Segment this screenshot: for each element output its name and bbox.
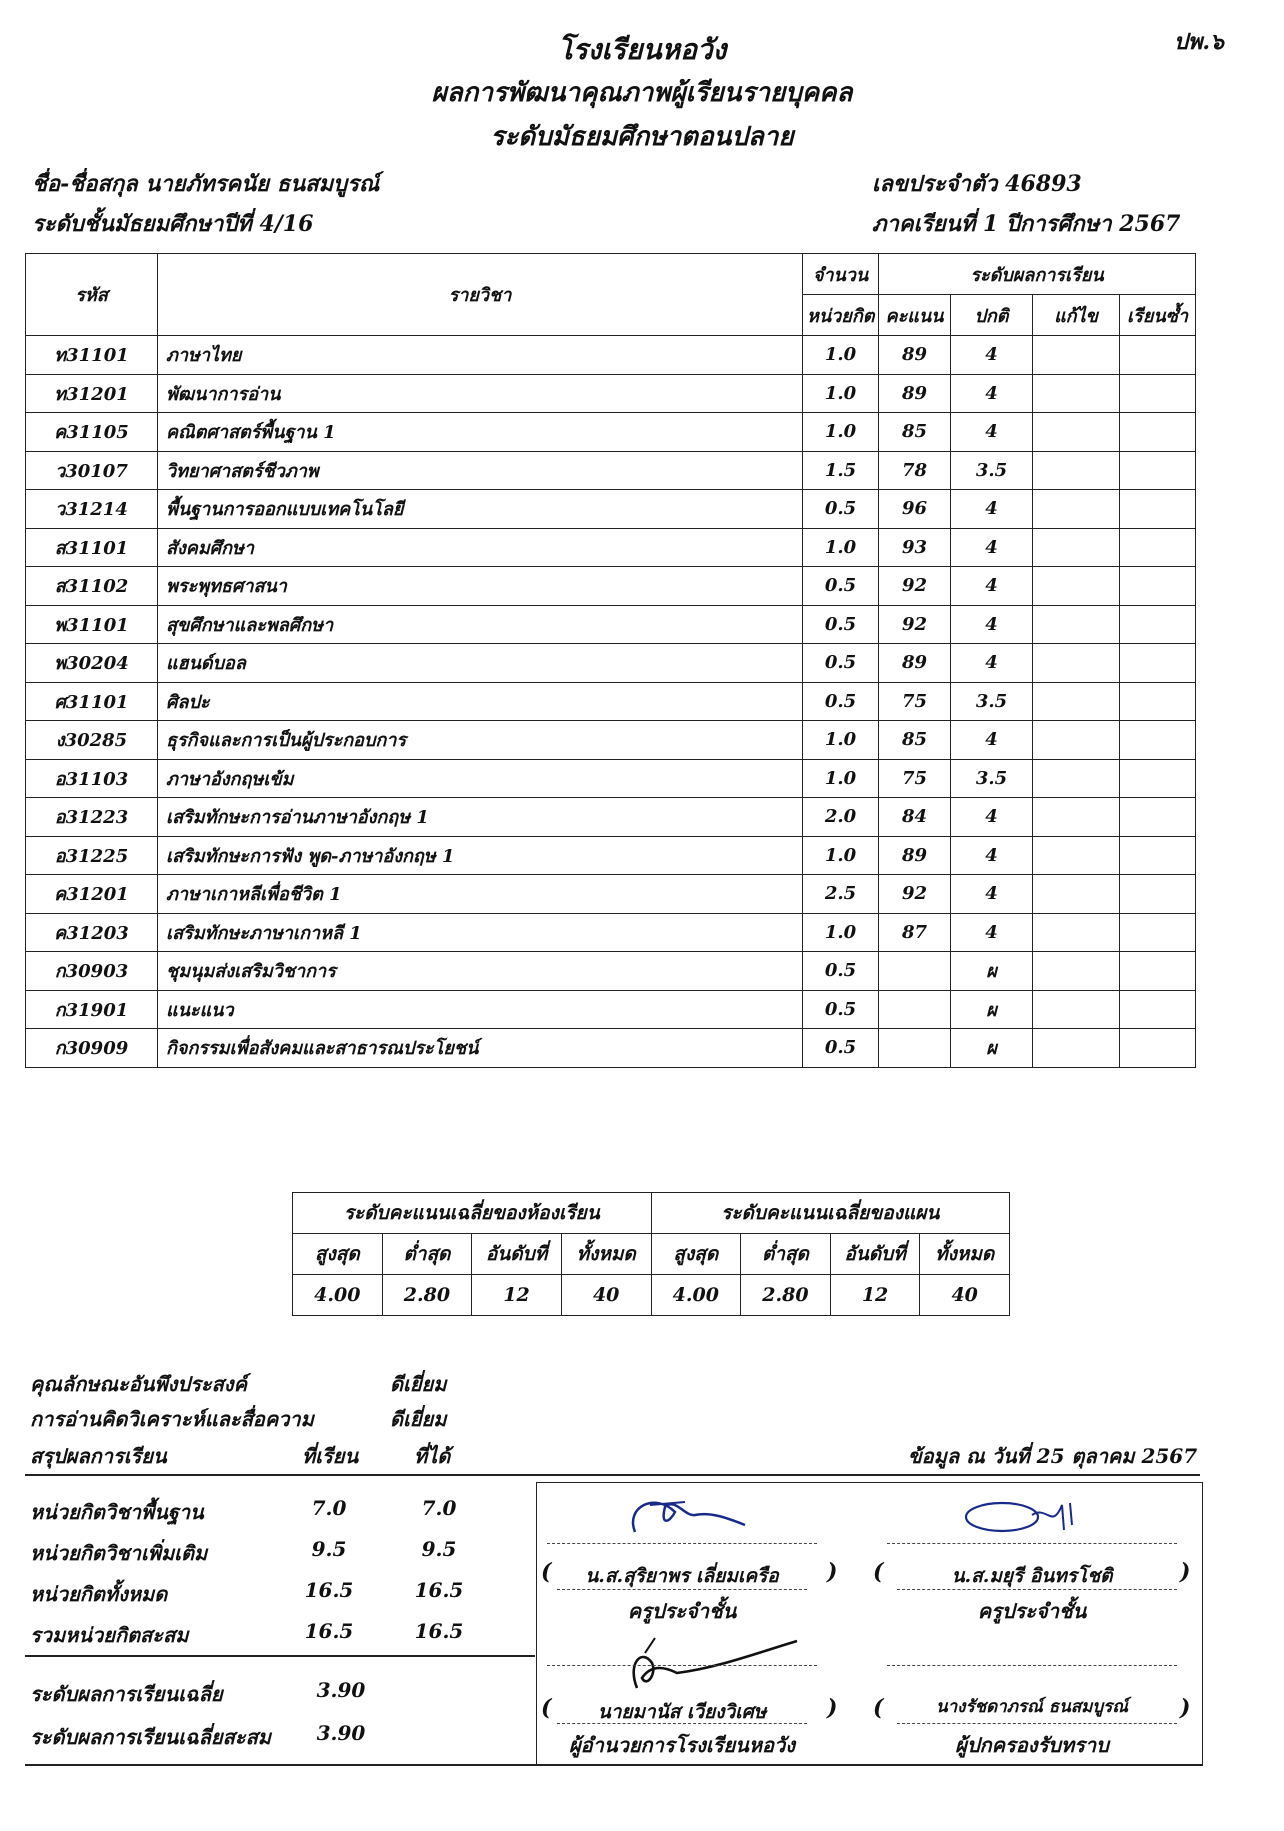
- subject-code: ว31214: [26, 490, 158, 529]
- plan-rank: 12: [830, 1275, 920, 1316]
- table-row: [26, 374, 1196, 413]
- grade-fix: [1033, 451, 1120, 490]
- grade-repeat: [1120, 605, 1196, 644]
- subject-name: กิจกรรมเพื่อสังคมและสาธารณประโยชน์: [158, 1029, 803, 1068]
- subject-name: สุขศึกษาและพลศึกษา: [158, 605, 803, 644]
- grade-normal: ผ: [951, 952, 1033, 991]
- subject-code: พ31101: [26, 605, 158, 644]
- grade-normal: 4: [951, 605, 1033, 644]
- header-normal: ปกติ: [951, 295, 1033, 336]
- score: 75: [879, 759, 951, 798]
- score: [879, 990, 951, 1029]
- score: 84: [879, 798, 951, 837]
- avg-col-total: ทั้งหมด: [920, 1234, 1010, 1275]
- table-row: [26, 336, 1196, 375]
- grade-normal: ผ: [951, 990, 1033, 1029]
- grade-fix: [1033, 644, 1120, 683]
- summary-divider: [25, 1474, 1200, 1476]
- grade-normal: 4: [951, 644, 1033, 683]
- grade-normal: 4: [951, 875, 1033, 914]
- score: 96: [879, 490, 951, 529]
- paren-open: (: [873, 1695, 884, 1721]
- table-row: [26, 759, 1196, 798]
- average-table: [292, 1192, 1010, 1316]
- grade-fix: [1033, 990, 1120, 1029]
- header-subject: รายวิชา: [158, 254, 803, 336]
- credits: 1.0: [803, 836, 879, 875]
- subject-name: วิทยาศาสตร์ชีวภาพ: [158, 451, 803, 490]
- summary-row-studied: 16.5: [304, 1619, 354, 1643]
- credits: 2.5: [803, 875, 879, 914]
- avg-col-min: ต่ำสุด: [382, 1234, 472, 1275]
- score: 89: [879, 336, 951, 375]
- score: 89: [879, 374, 951, 413]
- score: 92: [879, 605, 951, 644]
- subject-name: เสริมทักษะการฟัง พูด-ภาษาอังกฤษ 1: [158, 836, 803, 875]
- grade-fix: [1033, 913, 1120, 952]
- grade-fix: [1033, 1029, 1120, 1068]
- table-row: [26, 875, 1196, 914]
- subject-name: พระพุทธศาสนา: [158, 567, 803, 606]
- signature-line: [897, 1723, 1177, 1724]
- room-min: 2.80: [382, 1275, 472, 1316]
- grade-repeat: [1120, 490, 1196, 529]
- room-total: 40: [561, 1275, 651, 1316]
- score: 75: [879, 682, 951, 721]
- paren-open: (: [541, 1559, 552, 1585]
- table-row: [26, 682, 1196, 721]
- grade-repeat: [1120, 567, 1196, 606]
- summary-row-studied: 16.5: [304, 1578, 354, 1602]
- teacher1-role: ครูประจำชั้น: [627, 1599, 737, 1623]
- grade-repeat: [1120, 682, 1196, 721]
- director-signature: [607, 1633, 807, 1703]
- score: 93: [879, 528, 951, 567]
- grade-fix: [1033, 952, 1120, 991]
- subject-code: ส31102: [26, 567, 158, 606]
- table-row: [26, 721, 1196, 760]
- grade-repeat: [1120, 759, 1196, 798]
- gpa-label: ระดับผลการเรียนเฉลี่ย: [30, 1682, 223, 1706]
- semester-info: ภาคเรียนที่ 1 ปีการศึกษา 2567: [872, 211, 1181, 237]
- signature-line: [887, 1543, 1177, 1544]
- subject-name: ภาษาไทย: [158, 336, 803, 375]
- student-class: ระดับชั้นมัธยมศึกษาปีที่ 4/16: [32, 211, 314, 237]
- subject-name: เสริมทักษะภาษาเกาหลี 1: [158, 913, 803, 952]
- signature-box: [536, 1482, 1203, 1766]
- table-row: [26, 913, 1196, 952]
- subject-name: แนะแนว: [158, 990, 803, 1029]
- credits: 2.0: [803, 798, 879, 837]
- summary-row-label: หน่วยกิตวิชาพื้นฐาน: [30, 1500, 204, 1524]
- table-row: [26, 528, 1196, 567]
- teacher2-role: ครูประจำชั้น: [977, 1599, 1087, 1623]
- subject-name: ชุมนุมส่งเสริมวิชาการ: [158, 952, 803, 991]
- grade-fix: [1033, 528, 1120, 567]
- grade-normal: 4: [951, 913, 1033, 952]
- grade-repeat: [1120, 336, 1196, 375]
- desirable-value: ดีเยี่ยม: [390, 1372, 447, 1396]
- table-row: [26, 798, 1196, 837]
- avg-col-max: สูงสุด: [651, 1234, 741, 1275]
- table-row: [26, 451, 1196, 490]
- credits: 1.0: [803, 913, 879, 952]
- summary-row-earned: 7.0: [421, 1496, 457, 1520]
- subject-code: ค31105: [26, 413, 158, 452]
- teacher1-name: น.ส.สุริยาพร เลี่ยมเครือ: [585, 1565, 779, 1587]
- credits: 0.5: [803, 1029, 879, 1068]
- subject-code: อ31223: [26, 798, 158, 837]
- grade-repeat: [1120, 990, 1196, 1029]
- grade-fix: [1033, 682, 1120, 721]
- avg-col-rank: อันดับที่: [830, 1234, 920, 1275]
- header-result-group: ระดับผลการเรียน: [879, 254, 1196, 295]
- header-credits-bottom: หน่วยกิต: [803, 295, 879, 336]
- teacher1-signature: [615, 1487, 755, 1547]
- data-date: ข้อมูล ณ วันที่ 25 ตุลาคม 2567: [908, 1444, 1198, 1468]
- subject-code: ค31203: [26, 913, 158, 952]
- cumulative-gpa-label: ระดับผลการเรียนเฉลี่ยสะสม: [30, 1725, 271, 1749]
- grade-fix: [1033, 413, 1120, 452]
- desirable-label: คุณลักษณะอันพึงประสงค์: [30, 1372, 247, 1396]
- score: [879, 1029, 951, 1068]
- grade-fix: [1033, 490, 1120, 529]
- score: 92: [879, 875, 951, 914]
- summary-row-label: หน่วยกิตวิชาเพิ่มเติม: [30, 1541, 208, 1565]
- subject-code: ส31101: [26, 528, 158, 567]
- subject-code: ค31201: [26, 875, 158, 914]
- plan-total: 40: [920, 1275, 1010, 1316]
- subject-name: แฮนด์บอล: [158, 644, 803, 683]
- summary-row-earned: 16.5: [414, 1619, 464, 1643]
- score: 85: [879, 721, 951, 760]
- earned-header: ที่ได้: [414, 1444, 451, 1468]
- summary-row-studied: 7.0: [311, 1496, 347, 1520]
- table-row: [26, 644, 1196, 683]
- grade-fix: [1033, 875, 1120, 914]
- subject-name: พัฒนาการอ่าน: [158, 374, 803, 413]
- summary-row-earned: 9.5: [421, 1537, 457, 1561]
- subject-name: เสริมทักษะการอ่านภาษาอังกฤษ 1: [158, 798, 803, 837]
- table-row: [26, 836, 1196, 875]
- grade-repeat: [1120, 798, 1196, 837]
- credits: 1.5: [803, 451, 879, 490]
- score: 87: [879, 913, 951, 952]
- room-max: 4.00: [293, 1275, 383, 1316]
- score: 89: [879, 644, 951, 683]
- signature-line: [887, 1665, 1177, 1666]
- room-average-header: ระดับคะแนนเฉลี่ยของห้องเรียน: [293, 1193, 652, 1234]
- cumulative-gpa-value: 3.90: [316, 1721, 366, 1745]
- paren-close: ): [1180, 1559, 1191, 1585]
- signature-line: [547, 1665, 817, 1666]
- plan-average-header: ระดับคะแนนเฉลี่ยของแผน: [651, 1193, 1010, 1234]
- grade-normal: 3.5: [951, 759, 1033, 798]
- reading-value: ดีเยี่ยม: [390, 1407, 447, 1431]
- student-name: ชื่อ-ชื่อสกุล นายภัทรคนัย ธนสมบูรณ์: [32, 171, 380, 197]
- score: 78: [879, 451, 951, 490]
- credits: 1.0: [803, 528, 879, 567]
- grade-repeat: [1120, 374, 1196, 413]
- result-summary-label: สรุปผลการเรียน: [30, 1444, 167, 1468]
- credits: 1.0: [803, 336, 879, 375]
- teacher2-name: น.ส.มยุรี อินทรโชติ: [951, 1565, 1113, 1587]
- subject-code: อ31225: [26, 836, 158, 875]
- signature-line: [897, 1589, 1177, 1590]
- grade-repeat: [1120, 528, 1196, 567]
- grade-repeat: [1120, 875, 1196, 914]
- subject-name: สังคมศึกษา: [158, 528, 803, 567]
- table-row: [26, 567, 1196, 606]
- signature-line: [547, 1543, 817, 1544]
- subject-code: อ31103: [26, 759, 158, 798]
- header-credits-top: จำนวน: [803, 254, 879, 295]
- plan-min: 2.80: [741, 1275, 831, 1316]
- school-name: โรงเรียนหอวัง: [557, 33, 727, 66]
- credits: 1.0: [803, 759, 879, 798]
- grade-normal: 3.5: [951, 451, 1033, 490]
- subject-code: พ30204: [26, 644, 158, 683]
- reading-label: การอ่านคิดวิเคราะห์และสื่อความ: [30, 1407, 314, 1431]
- table-row: [26, 605, 1196, 644]
- grade-repeat: [1120, 644, 1196, 683]
- summary-row-studied: 9.5: [311, 1537, 347, 1561]
- grade-fix: [1033, 336, 1120, 375]
- credits: 0.5: [803, 952, 879, 991]
- plan-max: 4.00: [651, 1275, 741, 1316]
- gpa-divider: [25, 1655, 535, 1657]
- subject-name: ภาษาเกาหลีเพื่อชีวิต 1: [158, 875, 803, 914]
- grade-normal: 4: [951, 490, 1033, 529]
- subject-code: ก30903: [26, 952, 158, 991]
- grade-repeat: [1120, 451, 1196, 490]
- table-row: [26, 990, 1196, 1029]
- table-row: [26, 490, 1196, 529]
- summary-row-label: หน่วยกิตทั้งหมด: [30, 1582, 168, 1606]
- credits: 0.5: [803, 490, 879, 529]
- subject-code: ท31101: [26, 336, 158, 375]
- table-row: [26, 1029, 1196, 1068]
- signature-line: [557, 1723, 807, 1724]
- grade-normal: 4: [951, 336, 1033, 375]
- header-repeat: เรียนซ้ำ: [1120, 295, 1196, 336]
- grade-fix: [1033, 798, 1120, 837]
- avg-col-rank: อันดับที่: [472, 1234, 562, 1275]
- score: 85: [879, 413, 951, 452]
- score: 92: [879, 567, 951, 606]
- summary-row-earned: 16.5: [414, 1578, 464, 1602]
- grade-normal: 4: [951, 374, 1033, 413]
- credits: 0.5: [803, 644, 879, 683]
- director-name: นายมานัส เวียงวิเศษ: [597, 1701, 767, 1723]
- grade-repeat: [1120, 913, 1196, 952]
- header-score: คะแนน: [879, 295, 951, 336]
- paren-close: ): [827, 1559, 838, 1585]
- gpa-value: 3.90: [316, 1678, 366, 1702]
- grade-repeat: [1120, 413, 1196, 452]
- table-row: [26, 413, 1196, 452]
- credits: 0.5: [803, 990, 879, 1029]
- grade-normal: 4: [951, 798, 1033, 837]
- report-level: ระดับมัธยมศึกษาตอนปลาย: [490, 122, 794, 152]
- grades-body: [26, 336, 1196, 1068]
- grade-repeat: [1120, 952, 1196, 991]
- grade-fix: [1033, 721, 1120, 760]
- subject-code: ว30107: [26, 451, 158, 490]
- header-code: รหัส: [26, 254, 158, 336]
- grade-normal: 4: [951, 567, 1033, 606]
- paren-close: ): [827, 1695, 838, 1721]
- grade-normal: 4: [951, 413, 1033, 452]
- grade-fix: [1033, 759, 1120, 798]
- credits: 0.5: [803, 567, 879, 606]
- grade-normal: 4: [951, 836, 1033, 875]
- grades-table: [25, 253, 1196, 1068]
- header-fix: แก้ไข: [1033, 295, 1120, 336]
- score: [879, 952, 951, 991]
- director-role: ผู้อำนวยการโรงเรียนหอวัง: [568, 1733, 796, 1757]
- report-title: ผลการพัฒนาคุณภาพผู้เรียนรายบุคคล: [431, 78, 853, 108]
- subject-code: ก31901: [26, 990, 158, 1029]
- subject-code: ง30285: [26, 721, 158, 760]
- credits: 0.5: [803, 682, 879, 721]
- grade-normal: 4: [951, 528, 1033, 567]
- credits: 1.0: [803, 413, 879, 452]
- subject-code: ก30909: [26, 1029, 158, 1068]
- grade-normal: 4: [951, 721, 1033, 760]
- subject-name: ศิลปะ: [158, 682, 803, 721]
- avg-col-min: ต่ำสุด: [741, 1234, 831, 1275]
- teacher2-signature: [952, 1485, 1092, 1543]
- room-rank: 12: [472, 1275, 562, 1316]
- grade-repeat: [1120, 1029, 1196, 1068]
- grade-fix: [1033, 836, 1120, 875]
- studied-header: ที่เรียน: [302, 1444, 359, 1468]
- credits: 0.5: [803, 605, 879, 644]
- document-code: ปพ.๖: [1173, 29, 1224, 55]
- credits: 1.0: [803, 721, 879, 760]
- subject-code: ท31201: [26, 374, 158, 413]
- credits: 1.0: [803, 374, 879, 413]
- paren-close: ): [1180, 1695, 1191, 1721]
- table-row: [26, 952, 1196, 991]
- grade-repeat: [1120, 721, 1196, 760]
- grade-normal: 3.5: [951, 682, 1033, 721]
- grade-fix: [1033, 605, 1120, 644]
- grade-repeat: [1120, 836, 1196, 875]
- subject-name: ภาษาอังกฤษเข้ม: [158, 759, 803, 798]
- grade-fix: [1033, 567, 1120, 606]
- avg-col-max: สูงสุด: [293, 1234, 383, 1275]
- paren-open: (: [873, 1559, 884, 1585]
- parent-role: ผู้ปกครองรับทราบ: [955, 1733, 1109, 1757]
- subject-name: พื้นฐานการออกแบบเทคโนโลยี: [158, 490, 803, 529]
- avg-col-total: ทั้งหมด: [561, 1234, 651, 1275]
- signature-line: [557, 1589, 807, 1590]
- paren-open: (: [541, 1695, 552, 1721]
- subject-name: คณิตศาสตร์พื้นฐาน 1: [158, 413, 803, 452]
- student-id: เลขประจำตัว 46893: [872, 171, 1082, 197]
- grade-fix: [1033, 374, 1120, 413]
- parent-name: นางรัชดาภรณ์ ธนสมบูรณ์: [935, 1697, 1129, 1717]
- score: 89: [879, 836, 951, 875]
- summary-row-label: รวมหน่วยกิตสะสม: [30, 1623, 189, 1647]
- subject-name: ธุรกิจและการเป็นผู้ประกอบการ: [158, 721, 803, 760]
- subject-code: ศ31101: [26, 682, 158, 721]
- grade-normal: ผ: [951, 1029, 1033, 1068]
